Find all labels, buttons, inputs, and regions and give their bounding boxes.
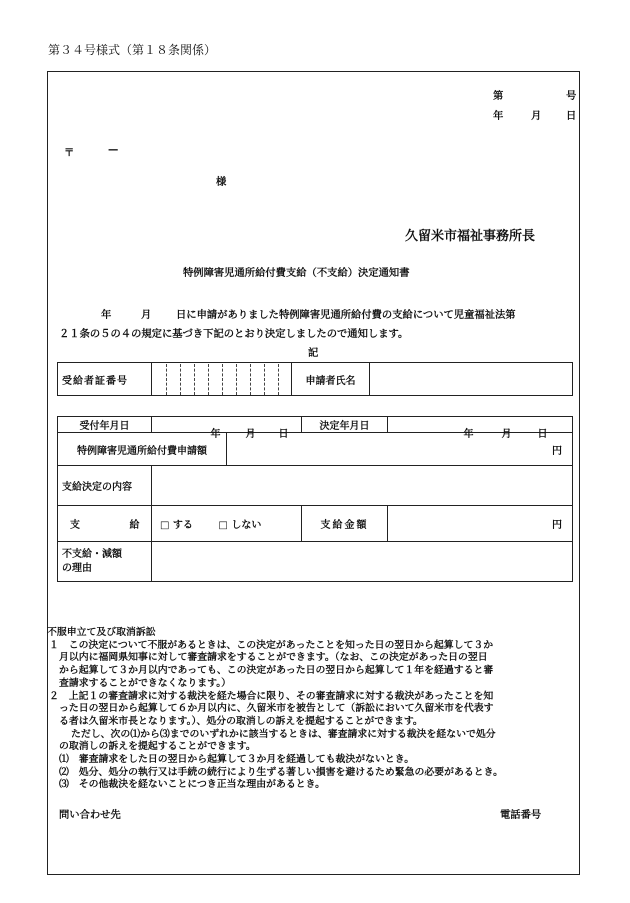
accept-date-label: 受付年月日 — [58, 417, 152, 433]
note1-line4: 査請求することができなくなります。） — [59, 677, 232, 689]
body-line1: 日に申請がありました特例障害児通所給付費の支給について児童福祉法第 — [176, 309, 516, 321]
note1-line3: から起算して３か月以内であっても、この決定があった日の翌日から起算して１年を経過すると審 — [59, 665, 494, 677]
applicant-label: 申請者氏名 — [292, 363, 370, 396]
decision-day: 日 — [537, 428, 548, 440]
payment-label-left: 支 — [70, 520, 80, 531]
note2-line1: ２ 上記１の審査請求に対する裁決を経た場合に限り、その審査請求に対する裁決があったことを知 — [49, 690, 494, 702]
amount-unit: 円 — [552, 520, 562, 531]
form-caption: 第３４号様式（第１８条関係） — [48, 43, 217, 57]
accept-day: 日 — [278, 428, 289, 440]
postal-dash: — — [108, 144, 119, 156]
phone-label: 電話番号 — [500, 809, 542, 821]
decision-content-field[interactable] — [152, 466, 573, 506]
date-day: 日 — [566, 110, 577, 122]
recipient-id-field[interactable] — [152, 363, 292, 396]
body-month: 月 — [141, 309, 152, 321]
reason-label-line2: の理由 — [62, 562, 92, 574]
body-line2: ２１条の５の４の規定に基づき下記のとおり決定しましたので通知します。 — [59, 328, 409, 340]
note2-line3: る者は久留米市長となります。）、処分の取消しの訴えを提起することができます。 — [59, 715, 423, 727]
number-suffix: 号 — [566, 90, 577, 102]
applicant-field[interactable] — [370, 363, 573, 396]
payment-options — [152, 506, 302, 542]
date-year: 年 — [493, 110, 504, 122]
note2-line4: ただし、次の⑴から⑶までのいずれかに該当するときは、審査請求に対する裁決を経ないで処分 — [71, 728, 496, 740]
document-title: 特例障害児通所給付費支給（不支給）決定通知書 — [183, 267, 410, 279]
number-label: 第 — [493, 90, 504, 102]
decision-year: 年 — [463, 428, 474, 440]
note1-line2: 月以内に福岡県知事に対して審査請求をすることができます。（なお、この決定があった日の翌日 — [59, 652, 488, 664]
note-item-3: ⑶ その他裁決を経ないことにつき正当な理由があるとき。 — [59, 779, 326, 791]
notes-heading: 不服申立て及び取消訴訟 — [47, 627, 156, 638]
claim-label: 特例障害児通所給付費申請額 — [58, 433, 227, 466]
payment-label — [58, 506, 152, 542]
note-item-1: ⑴ 審査請求をした日の翌日から起算して３か月を経過しても裁決がないとき。 — [59, 754, 415, 766]
note2-line2: った日の翌日から起算して６か月以内に、久留米市を被告として（訴訟において久留米市を代表す — [59, 703, 494, 715]
note1-line1: １ この決定について不服があるときは、この決定があったことを知った日の翌日から起算して３か — [49, 639, 494, 651]
ki-mark: 記 — [308, 347, 319, 359]
accept-month: 月 — [245, 428, 256, 440]
note-item-2: ⑵ 処分、処分の執行又は手続の続行により生ずる著しい損害を避けるため緊急の必要があるとき。 — [59, 766, 503, 778]
body-year: 年 — [101, 309, 112, 321]
postal-mark: 〒 — [64, 147, 75, 159]
recipient-table — [57, 362, 573, 396]
claim-unit: 円 — [552, 445, 562, 457]
accept-year: 年 — [210, 428, 221, 440]
accept-date-field[interactable] — [152, 417, 302, 440]
option-yes-checkbox[interactable]: □ する — [160, 520, 193, 531]
decision-table — [57, 416, 573, 582]
reason-label-line1: 不支給・減額 — [62, 548, 122, 560]
reason-label — [58, 542, 152, 582]
payment-label-right: 給 — [129, 520, 140, 531]
recipient-id-label: 受給者証番号 — [58, 363, 152, 396]
decision-month: 月 — [501, 428, 512, 440]
decision-date-label: 決定年月日 — [302, 417, 388, 433]
sender-name: 久留米市福祉事務所長 — [405, 229, 536, 244]
option-no-checkbox[interactable]: □ しない — [218, 520, 262, 531]
amount-label: 支給金額 — [302, 506, 388, 542]
date-month: 月 — [531, 110, 542, 122]
appeal-notes — [47, 627, 583, 792]
reason-field[interactable] — [152, 542, 573, 582]
decision-content-label: 支給決定の内容 — [58, 466, 152, 506]
decision-date-field[interactable] — [388, 417, 573, 440]
note2-line5: の取消しの訴えを提起することができます。 — [59, 741, 256, 753]
amount-field[interactable] — [388, 506, 573, 542]
contact-label: 問い合わせ先 — [59, 809, 121, 821]
honorific: 様 — [216, 176, 227, 188]
